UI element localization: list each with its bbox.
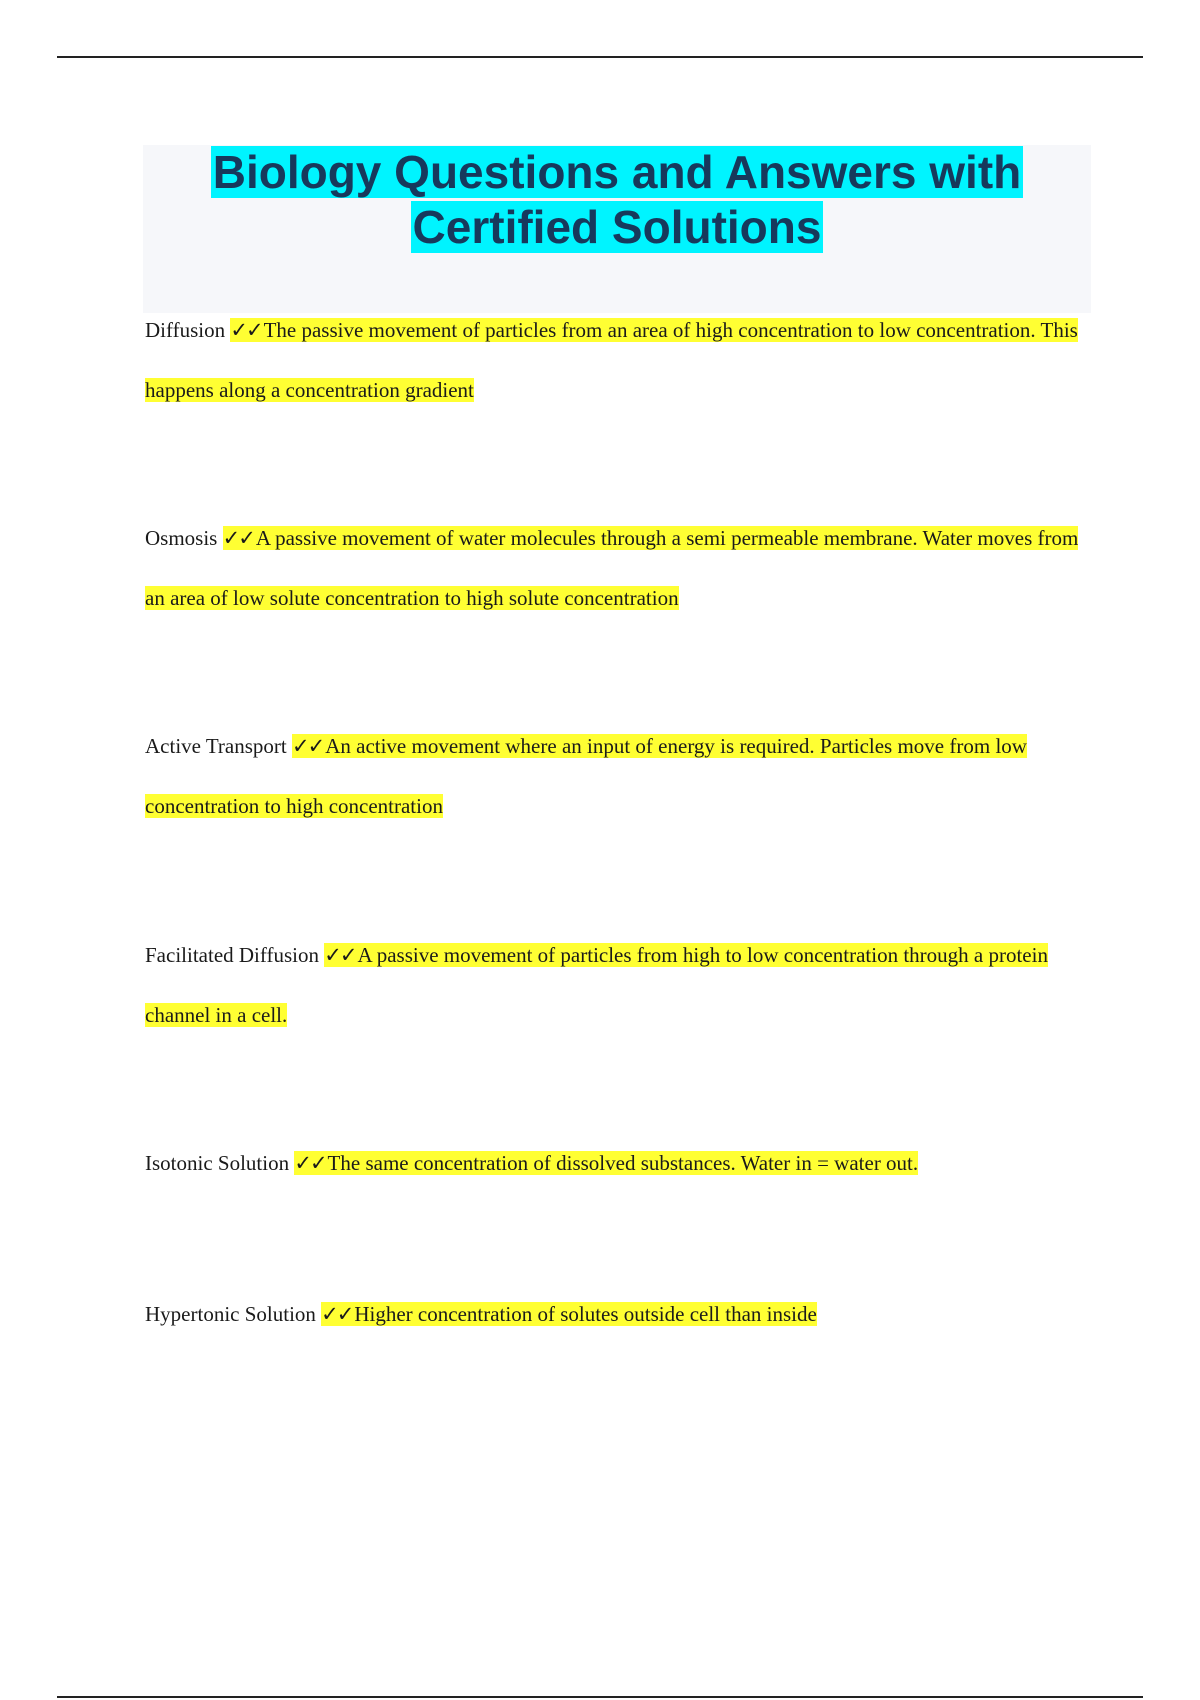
double-check-icon: ✓✓ (222, 526, 254, 550)
entry-answer-text: A passive movement of particles from high to low concentration through a protein channel in a cell. (145, 943, 1048, 1027)
entry-answer-text: Higher concentration of solutes outside cell than inside (354, 1302, 817, 1326)
double-check-icon: ✓✓ (292, 734, 324, 758)
qa-entry-active-transport (145, 716, 1095, 836)
qa-entry-osmosis (145, 508, 1095, 628)
double-check-icon: ✓✓ (324, 943, 356, 967)
double-check-icon: ✓✓ (230, 318, 262, 342)
footer-rule (57, 1696, 1143, 1698)
entry-answer (294, 1151, 918, 1175)
entry-term: Isotonic Solution (145, 1151, 290, 1175)
entry-term: Diffusion (145, 318, 226, 342)
entry-answer (145, 318, 1078, 402)
double-check-icon: ✓✓ (294, 1151, 326, 1175)
entry-answer (145, 526, 1078, 610)
entry-term: Active Transport (145, 734, 287, 758)
entry-answer-text: A passive movement of water molecules through a semi permeable membrane. Water moves from an area of low solute concentration to high solute concentration (145, 526, 1079, 610)
entry-answer-text: The passive movement of particles from an area of high concentration to low concentration. This happens along a concentration gradient (145, 318, 1078, 402)
title-block (143, 145, 1091, 313)
entry-term: Hypertonic Solution (145, 1302, 316, 1326)
page-title (143, 145, 1091, 255)
entry-term: Facilitated Diffusion (145, 943, 319, 967)
qa-entry-facilitated-diffusion (145, 925, 1095, 1045)
entry-term: Osmosis (145, 526, 218, 550)
title-highlight: Biology Questions and Answers with Certified Solutions (212, 146, 1022, 253)
header-rule (57, 56, 1143, 58)
qa-entry-hypertonic-solution (145, 1284, 1095, 1344)
qa-entry-isotonic-solution (145, 1133, 1095, 1193)
entry-answer (321, 1302, 817, 1326)
double-check-icon: ✓✓ (321, 1302, 353, 1326)
entry-answer-text: The same concentration of dissolved substances. Water in = water out. (327, 1151, 919, 1175)
qa-entry-diffusion (145, 300, 1095, 420)
entry-answer-text: An active movement where an input of energy is required. Particles move from low concentration to high concentration (145, 734, 1027, 818)
